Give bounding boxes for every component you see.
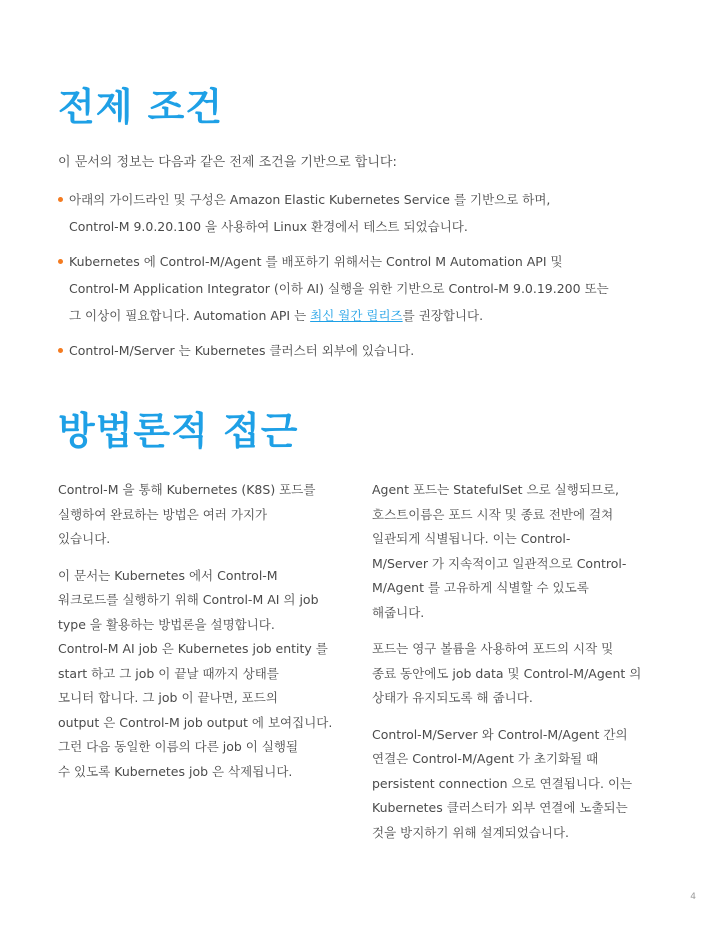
paragraph-line: Control-M 을 통해 Kubernetes (K8S) 포드를 xyxy=(58,482,316,497)
prerequisites-intro: 이 문서의 정보는 다음과 같은 전제 조건을 기반으로 합니다: xyxy=(58,155,397,170)
bullet-text-segment: 를 권장합니다. xyxy=(402,308,484,323)
paragraph-line: Control-M/Server 와 Control-M/Agent 간의 xyxy=(372,726,628,742)
paragraph-line: M/Agent 를 고유하게 식별할 수 있도록 xyxy=(372,580,589,595)
paragraph-line: 호스트이름은 포드 시작 및 종료 전반에 걸쳐 xyxy=(372,506,614,522)
paragraph-line: 워크로드를 실행하기 위해 Control-M AI 의 job xyxy=(58,592,319,607)
paragraph-line: 해줍니다. xyxy=(372,604,425,620)
paragraph-line: 있습니다. xyxy=(58,531,111,546)
bullet-text-line: Control-M/Server 는 Kubernetes 클러스터 외부에 있습니다. xyxy=(69,343,415,358)
paragraph-line: 이 문서는 Kubernetes 에서 Control-M xyxy=(58,567,278,583)
approach-right-column xyxy=(372,478,672,857)
paragraph-line: 종료 동안에도 job data 및 Control-M/Agent 의 xyxy=(372,665,642,681)
paragraph-line: type 을 활용하는 방법론을 설명합니다. xyxy=(58,616,275,632)
paragraph-line: 모니터 합니다. 그 job 이 끝나면, 포드의 xyxy=(58,690,278,705)
approach-paragraph xyxy=(58,564,358,785)
approach-paragraph xyxy=(372,478,672,625)
paragraph-line: Kubernetes 클러스터가 외부 연결에 노출되는 xyxy=(372,800,628,815)
paragraph-line: 그런 다음 동일한 이름의 다른 job 이 실행될 xyxy=(58,739,299,754)
prerequisite-item-eks xyxy=(58,186,678,240)
page-number: 4 xyxy=(690,892,696,902)
approach-paragraph xyxy=(372,723,672,846)
paragraph-line: 것을 방지하기 위해 설계되었습니다. xyxy=(372,824,570,840)
bullet-text-line: Kubernetes 에 Control-M/Agent 를 배포하기 위해서는 Control M Automation API 및 xyxy=(69,254,563,269)
section-heading-prerequisites: 전제 조건 xyxy=(58,85,224,129)
paragraph-line: persistent connection 으로 연결됩니다. 이는 xyxy=(372,775,633,791)
paragraph-line: 연결은 Control-M/Agent 가 초기화될 때 xyxy=(372,751,599,766)
bullet-dot-icon xyxy=(58,259,63,264)
prerequisites-list xyxy=(58,186,678,372)
paragraph-line: 실행하여 완료하는 방법은 여러 가지가 xyxy=(58,506,268,522)
paragraph-line: M/Server 가 지속적이고 일관적으로 Control- xyxy=(372,555,627,571)
paragraph-line: start 하고 그 job 이 끝날 때까지 상태를 xyxy=(58,665,279,681)
paragraph-line: 상태가 유지되도록 해 줍니다. xyxy=(372,690,533,705)
paragraph-line: Control-M AI job 은 Kubernetes job entity 를 xyxy=(58,641,328,656)
prerequisite-item-versions xyxy=(58,248,678,329)
latest-monthly-release-link[interactable]: 최신 월간 릴리즈 xyxy=(310,308,403,323)
approach-paragraph xyxy=(58,478,358,552)
bullet-text-segment: 그 이상이 필요합니다. Automation API 는 xyxy=(69,308,311,323)
prerequisite-item-server-location xyxy=(58,337,678,364)
paragraph-line: 포드는 영구 볼륨을 사용하여 포드의 시작 및 xyxy=(372,641,614,656)
bullet-text-line: Control-M Application Integrator (이하 AI) 실행을 위한 기반으로 Control-M 9.0.19.200 또는 xyxy=(69,281,609,296)
bullet-text-line: Control-M 9.0.20.100 을 사용하여 Linux 환경에서 테스트 되었습니다. xyxy=(69,219,468,234)
paragraph-line: output 은 Control-M job output 에 보여집니다. xyxy=(58,714,333,730)
bullet-text-line: 아래의 가이드라인 및 구성은 Amazon Elastic Kubernetes Service 를 기반으로 하며, xyxy=(69,192,551,207)
paragraph-line: 일관되게 식별됩니다. 이는 Control- xyxy=(372,531,571,546)
approach-paragraph xyxy=(372,637,672,711)
paragraph-line: 수 있도록 Kubernetes job 은 삭제됩니다. xyxy=(58,763,293,779)
bullet-dot-icon xyxy=(58,197,63,202)
approach-left-column xyxy=(58,478,358,796)
bullet-dot-icon xyxy=(58,348,63,353)
section-heading-approach: 방법론적 접근 xyxy=(58,409,299,453)
paragraph-line: Agent 포드는 StatefulSet 으로 실행되므로, xyxy=(372,482,620,497)
bullet-text-line xyxy=(69,302,678,329)
